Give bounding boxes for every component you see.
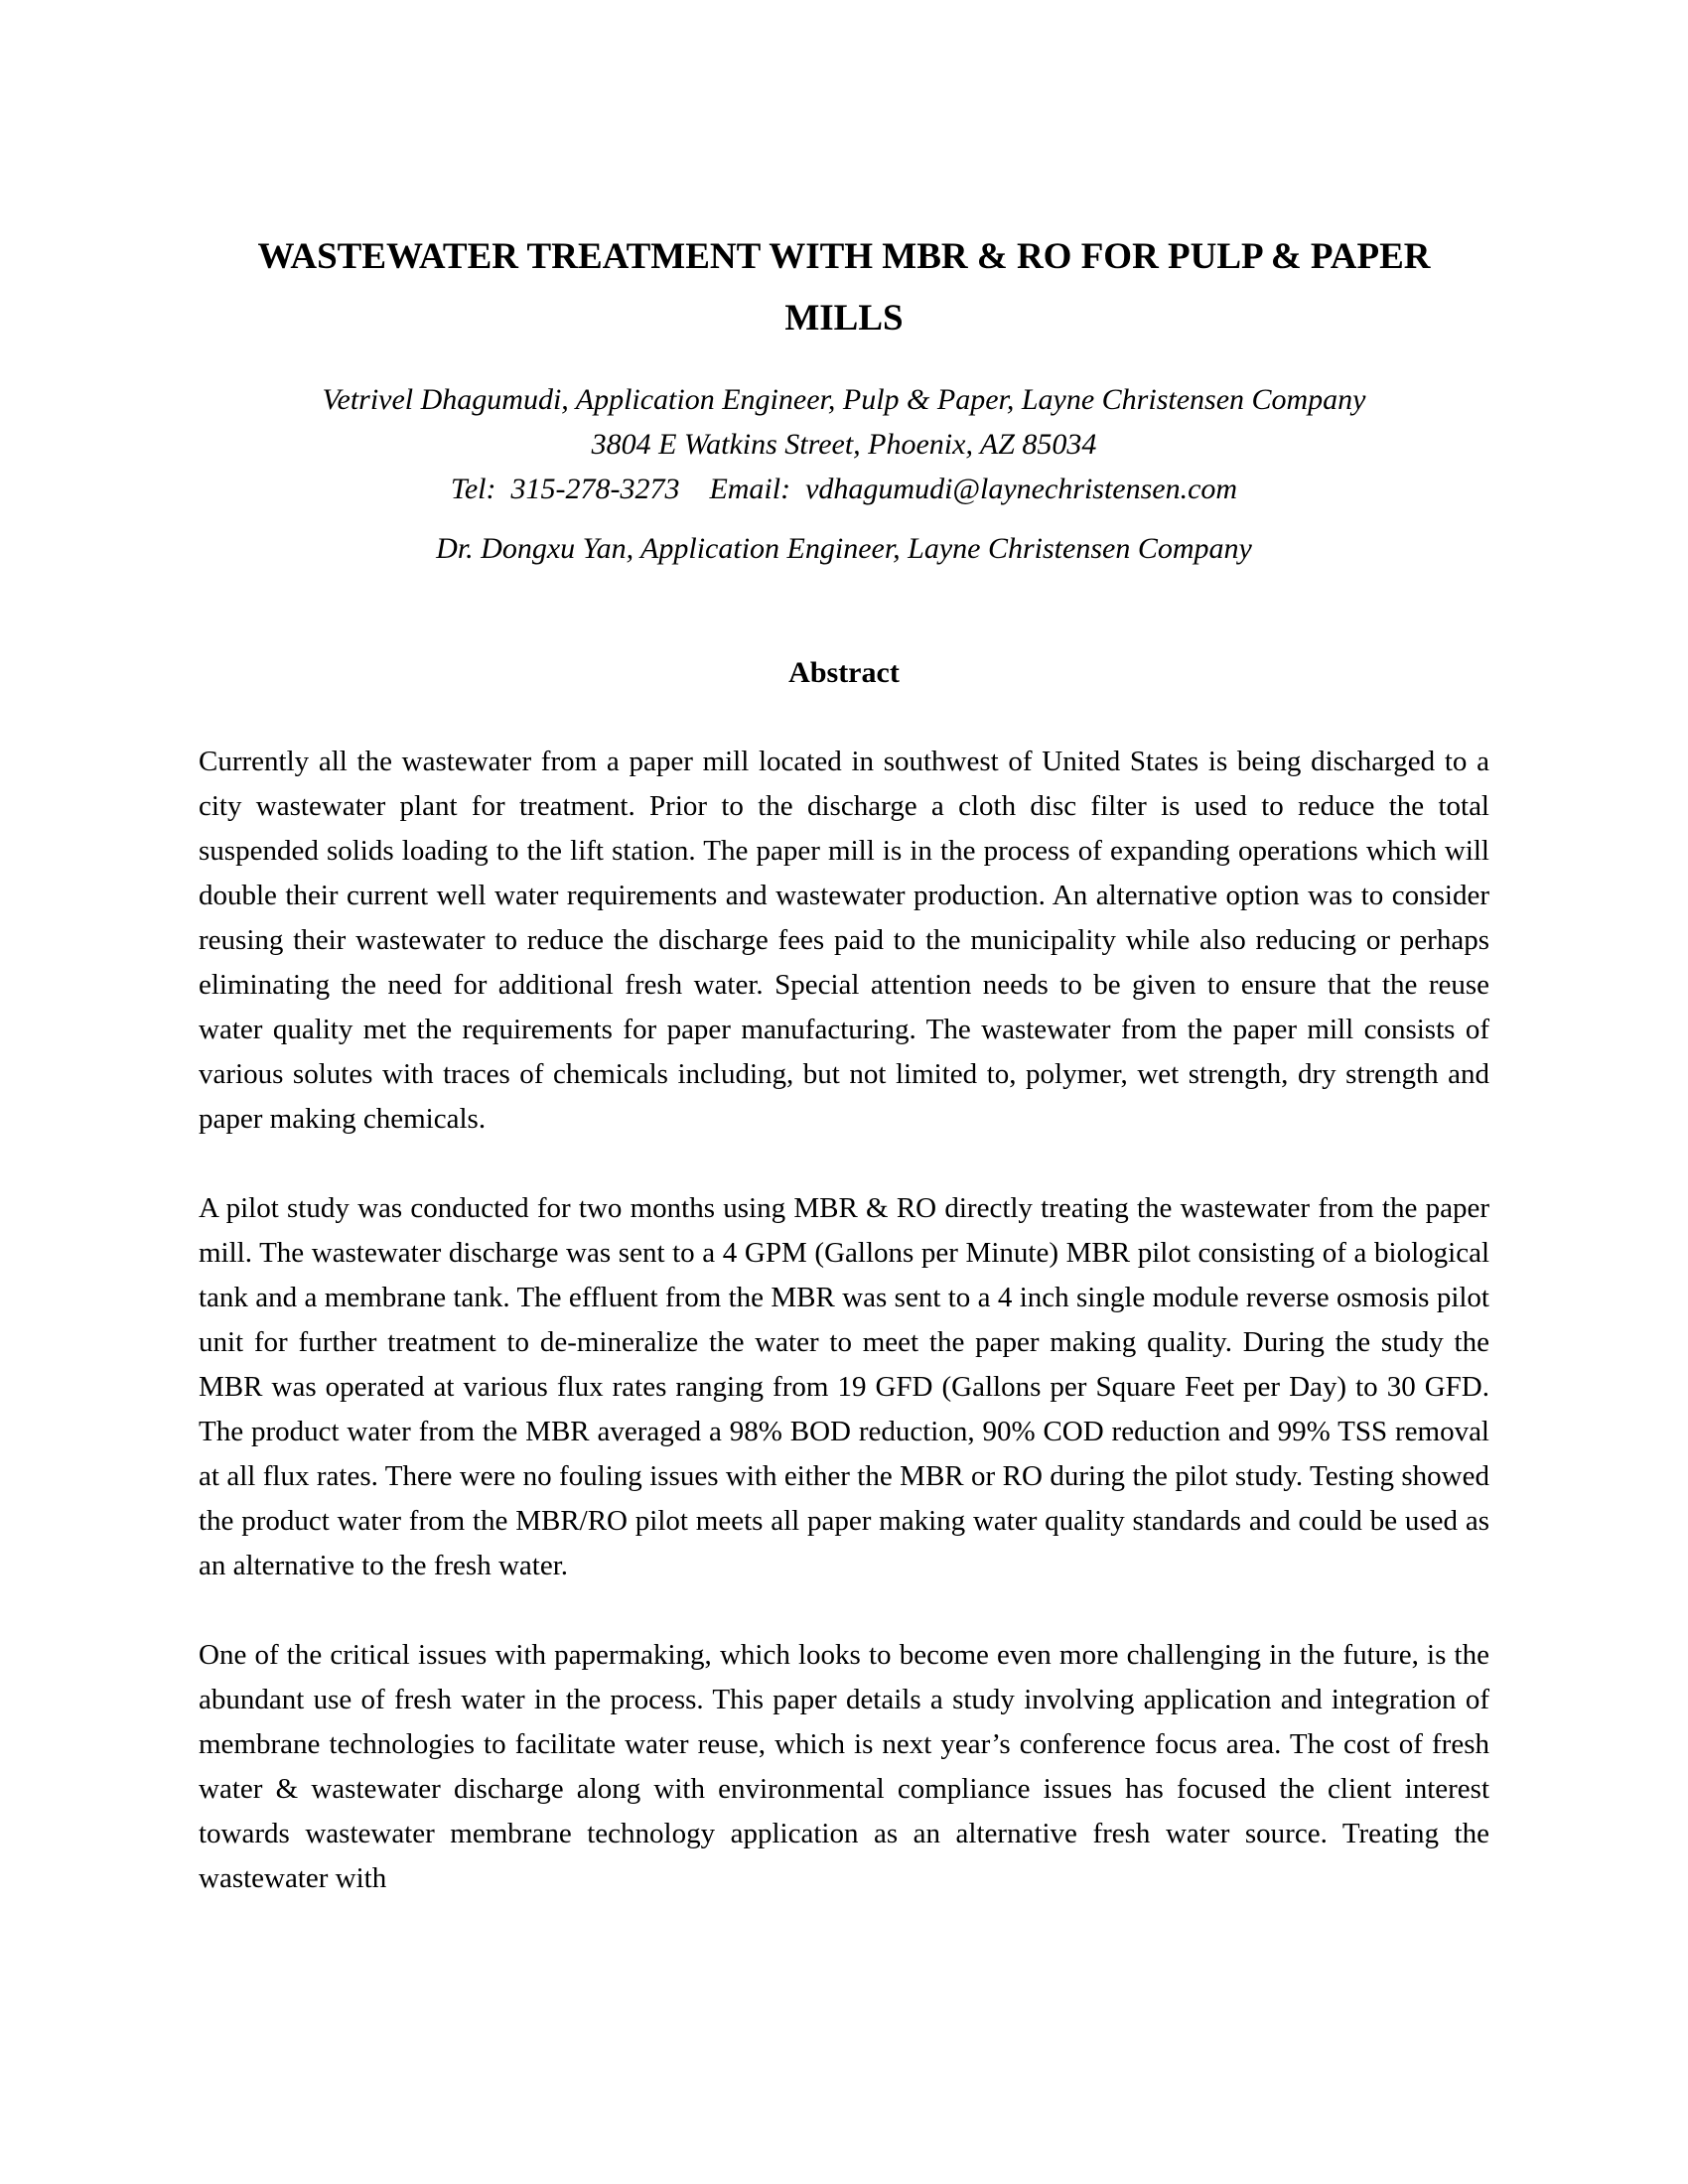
author-contact-line: Tel: 315-278-3273 Email: vdhagumudi@laynechristensen.com [450,473,1238,505]
coauthor-block [199,526,1489,571]
title-line-1: WASTEWATER TREATMENT WITH MBR & RO FOR PULP & PAPER [257,236,1431,277]
author-name-line: Vetrivel Dhagumudi, Application Engineer, Pulp & Paper, Layne Christensen Company [322,383,1366,416]
coauthor-line: Dr. Dongxu Yan, Application Engineer, Layne Christensen Company [436,532,1252,565]
author-address-line: 3804 E Watkins Street, Phoenix, AZ 85034 [591,428,1097,461]
abstract-paragraph-1: Currently all the wastewater from a paper mill located in southwest of United States is being discharged to a city wastewater plant for treatment. Prior to the discharge a cloth disc filter is used to reduce the total suspended solids loading to the lift station. The paper mill is in the process of expanding operations which will double their current well water requirements and wastewater production. An alternative option was to consider reusing their wastewater to reduce the discharge fees paid to the municipality while also reducing or perhaps eliminating the need for additional fresh water. Special attention needs to be given to ensure that the reuse water quality met the requirements for paper manufacturing. The wastewater from the paper mill consists of various solutes with traces of chemicals including, but not limited to, polymer, wet strength, dry strength and paper making chemicals. [199,746,1489,1135]
author-block [199,377,1489,511]
abstract-paragraph-3: One of the critical issues with papermaking, which looks to become even more challenging in the future, is the abundant use of fresh water in the process. This paper details a study involving application and integration of membrane technologies to facilitate water reuse, which is next year’s conference focus area. The cost of fresh water & wastewater discharge along with environmental compliance issues has focused the client interest towards wastewater membrane technology application as an alternative fresh water source. Treating the wastewater with [199,1639,1489,1894]
abstract-paragraph-2: A pilot study was conducted for two months using MBR & RO directly treating the wastewater from the paper mill. The wastewater discharge was sent to a 4 GPM (Gallons per Minute) MBR pilot consisting of a biological tank and a membrane tank. The effluent from the MBR was sent to a 4 inch single module reverse osmosis pilot unit for further treatment to de-mineralize the water to meet the paper making quality. During the study the MBR was operated at various flux rates ranging from 19 GFD (Gallons per Square Feet per Day) to 30 GFD. The product water from the MBR averaged a 98% BOD reduction, 90% COD reduction and 99% TSS removal at all flux rates. There were no fouling issues with either the MBR or RO during the pilot study. Testing showed the product water from the MBR/RO pilot meets all paper making water quality standards and could be used as an alternative to the fresh water. [199,1192,1489,1581]
page-title [199,226,1489,349]
abstract-heading: Abstract [788,656,900,689]
title-line-2: MILLS [784,298,904,339]
